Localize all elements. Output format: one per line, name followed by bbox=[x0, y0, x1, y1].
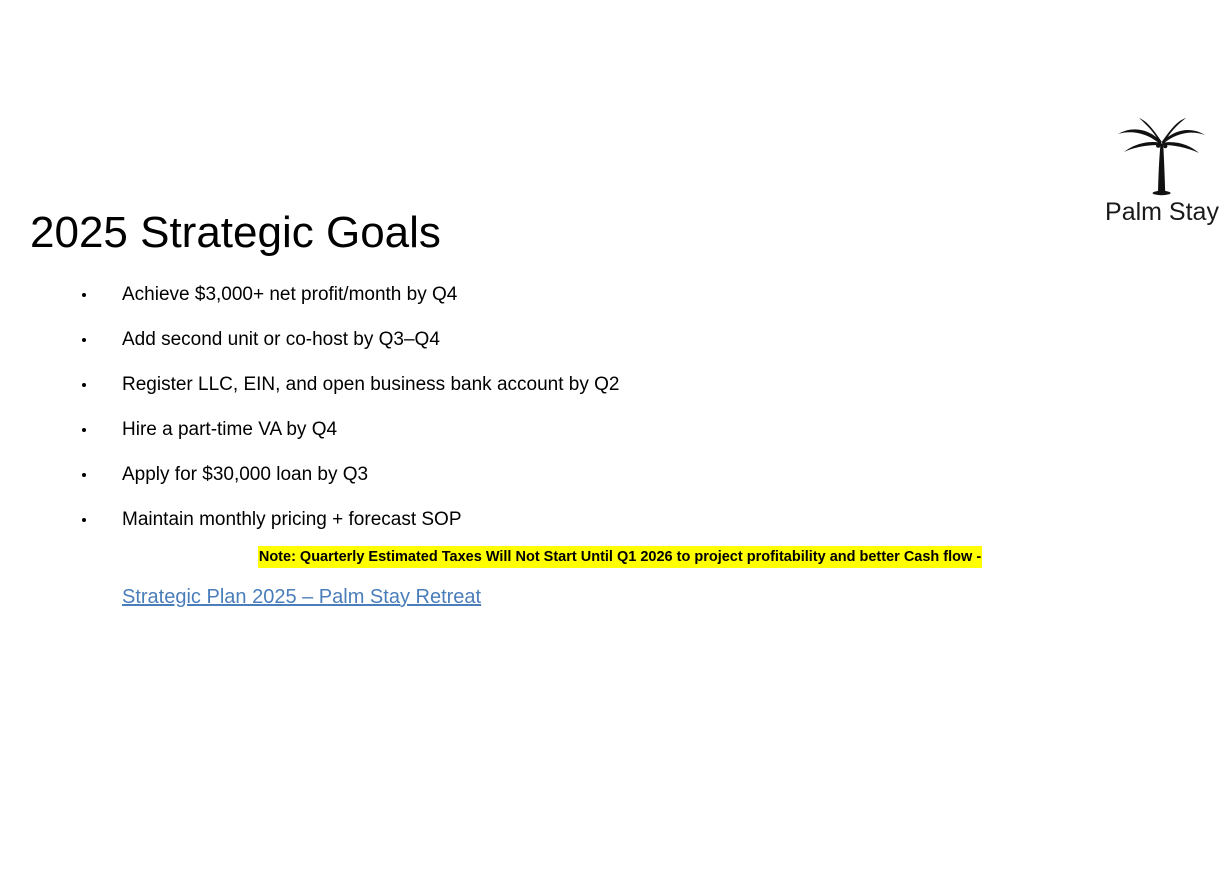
strategic-goals-list bbox=[30, 272, 1030, 542]
page-title: 2025 Strategic Goals bbox=[30, 208, 441, 258]
list-item: Apply for $30,000 loan by Q3 bbox=[30, 452, 1030, 497]
list-item: Achieve $3,000+ net profit/month by Q4 bbox=[30, 272, 1030, 317]
link-row bbox=[122, 586, 481, 609]
list-item: Maintain monthly pricing + forecast SOP bbox=[30, 497, 1030, 542]
list-item: Add second unit or co-host by Q3–Q4 bbox=[30, 317, 1030, 362]
note-row bbox=[30, 546, 1210, 568]
logo-wordmark: Palm Stay bbox=[1105, 198, 1219, 226]
palm-tree-icon bbox=[1092, 118, 1232, 196]
list-item: Register LLC, EIN, and open business bank account by Q2 bbox=[30, 362, 1030, 407]
brand-logo bbox=[1092, 118, 1232, 236]
list-item: Hire a part-time VA by Q4 bbox=[30, 407, 1030, 452]
highlighted-note: Note: Quarterly Estimated Taxes Will Not Start Until Q1 2026 to project profitability and better Cash flow - bbox=[258, 546, 982, 568]
strategic-plan-link[interactable]: Strategic Plan 2025 – Palm Stay Retreat bbox=[122, 586, 482, 608]
